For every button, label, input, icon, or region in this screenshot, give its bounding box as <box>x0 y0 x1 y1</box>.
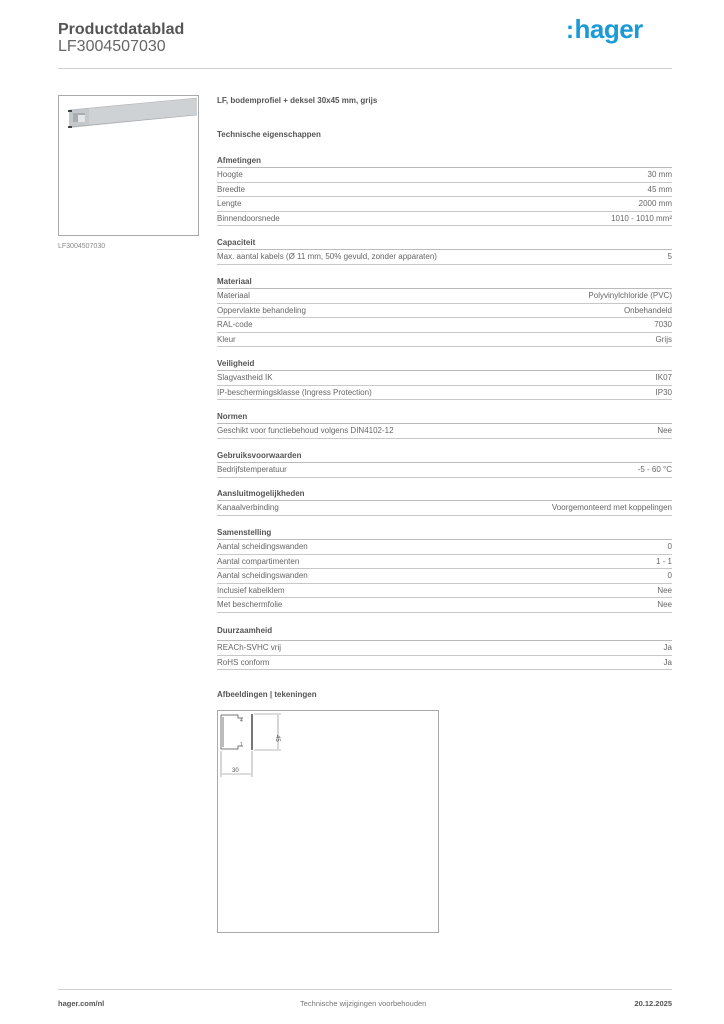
spec-row: IP-beschermingsklasse (Ingress Protection) IP30 <box>217 386 672 401</box>
section-title: Capaciteit <box>217 237 672 250</box>
section-gebruiksvoorwaarden <box>217 450 672 478</box>
section-afmetingen <box>217 155 672 226</box>
product-image <box>58 95 199 236</box>
spec-row: Bedrijfstemperatuur -5 - 60 °C <box>217 463 672 478</box>
spec-row: Inclusief kabelklem Nee <box>217 584 672 599</box>
spec-row: Kleur Grijs <box>217 333 672 348</box>
spec-row: Lengte 2000 mm <box>217 197 672 212</box>
section-aansluitmogelijkheden <box>217 488 672 516</box>
footer-notice: Technische wijzigingen voorbehouden <box>300 999 427 1008</box>
footer-date: 20.12.2025 <box>634 999 672 1008</box>
svg-text:45: 45 <box>274 735 280 742</box>
svg-text:30: 30 <box>232 768 239 774</box>
section-title: Afmetingen <box>217 155 672 168</box>
spec-row: Binnendoorsnede 1010 - 1010 mm² <box>217 212 672 227</box>
section-capaciteit <box>217 237 672 265</box>
spec-row: REACh-SVHC vrij Ja <box>217 641 672 656</box>
spec-row: Aantal compartimenten 1 - 1 <box>217 555 672 570</box>
duct-cross-section-icon <box>218 711 438 932</box>
footer-website-link[interactable]: hager.com/nl <box>58 999 105 1008</box>
spec-row: Oppervlakte behandeling Onbehandeld <box>217 304 672 319</box>
spec-row: RAL-code 7030 <box>217 318 672 333</box>
spec-row: Max. aantal kabels (Ø 11 mm, 50% gevuld, zonder apparaten) 5 <box>217 250 672 265</box>
spec-row: Geschikt voor functiebehoud volgens DIN4102-12 Nee <box>217 424 672 439</box>
section-title: Normen <box>217 411 672 424</box>
section-title: Materiaal <box>217 276 672 289</box>
product-code: LF3004507030 <box>58 38 166 55</box>
section-samenstelling <box>217 527 672 613</box>
hager-logo: :hager <box>566 14 643 44</box>
spec-row: Breedte 45 mm <box>217 183 672 198</box>
svg-text:4: 4 <box>240 718 243 724</box>
spec-row: Hoogte 30 mm <box>217 168 672 183</box>
section-title: Veiligheid <box>217 358 672 371</box>
section-veiligheid <box>217 358 672 400</box>
footer-divider <box>58 989 672 990</box>
spec-row: Slagvastheid IK IK07 <box>217 371 672 386</box>
svg-text:1: 1 <box>240 742 243 748</box>
section-normen <box>217 411 672 439</box>
drawings-heading: Afbeeldingen | tekeningen <box>217 690 317 699</box>
technical-drawing <box>217 710 439 933</box>
spec-row: Materiaal Polyvinylchloride (PVC) <box>217 289 672 304</box>
spec-row: Aantal scheidingswanden 0 <box>217 540 672 555</box>
section-title: Gebruiksvoorwaarden <box>217 450 672 463</box>
logo-colon-icon: : <box>566 17 574 44</box>
spec-row: Met beschermfolie Nee <box>217 598 672 613</box>
tech-properties-heading: Technische eigenschappen <box>217 130 321 139</box>
section-materiaal <box>217 276 672 347</box>
section-title: Aansluitmogelijkheden <box>217 488 672 501</box>
spec-row: Kanaalverbinding Voorgemonteerd met koppelingen <box>217 501 672 516</box>
document-title: Productdatablad <box>58 21 185 38</box>
section-title: Samenstelling <box>217 527 672 540</box>
product-title: LF, bodemprofiel + deksel 30x45 mm, grijs <box>217 96 378 105</box>
spec-row: Aantal scheidingswanden 0 <box>217 569 672 584</box>
image-caption: LF3004507030 <box>58 243 106 250</box>
section-title: Duurzaamheid <box>217 625 672 641</box>
spec-row: RoHS conform Ja <box>217 656 672 671</box>
cable-duct-icon <box>59 96 198 235</box>
section-duurzaamheid <box>217 625 672 670</box>
header-divider <box>58 68 672 69</box>
